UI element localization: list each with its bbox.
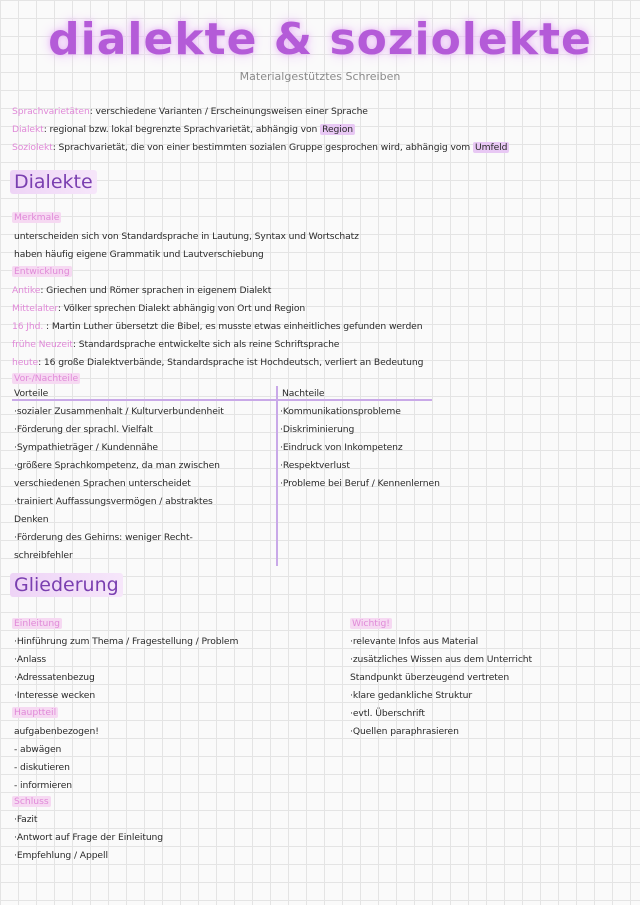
- einleitung-item: ·Interesse wecken: [14, 690, 96, 701]
- table-divider-horizontal: [12, 399, 432, 401]
- vorteil-item: ·sozialer Zusammenhalt / Kulturverbundenheit: [14, 406, 224, 417]
- definition-term: Soziolekt: [12, 142, 53, 153]
- wichtig-item: ·Quellen paraphrasieren: [350, 726, 459, 737]
- wichtig-item: ·zusätzliches Wissen aus dem Unterricht: [350, 654, 532, 665]
- nachteil-item: ·Respektverlust: [280, 460, 350, 471]
- schluss-item: ·Fazit: [14, 814, 38, 825]
- schluss-label: Schluss: [14, 796, 49, 807]
- vorteil-item: schreibfehler: [14, 550, 73, 561]
- entwicklung-period: Mittelalter: [12, 303, 58, 314]
- entwicklung-text: : Martin Luther übersetzt die Bibel, es musste etwas einheitliches gefunden werden: [43, 321, 423, 332]
- definition-dialekt: [12, 124, 355, 135]
- hauptteil-item: aufgabenbezogen!: [14, 726, 99, 737]
- hauptteil-label: Hauptteil: [14, 707, 57, 718]
- vorteil-item: verschiedenen Sprachen unterscheidet: [14, 478, 191, 489]
- nachteil-item: ·Diskriminierung: [280, 424, 355, 435]
- entwicklung-item: [12, 321, 422, 332]
- schluss-item: ·Empfehlung / Appell: [14, 850, 108, 861]
- table-divider-vertical: [276, 386, 278, 566]
- vorteil-item: Denken: [14, 514, 49, 525]
- merkmal-item: haben häufig eigene Grammatik und Lautverschiebung: [14, 249, 264, 260]
- nachteil-item: ·Eindruck von Inkompetenz: [280, 442, 403, 453]
- vorteile-header: Vorteile: [14, 388, 49, 399]
- einleitung-label: Einleitung: [14, 618, 61, 629]
- schluss-item: ·Antwort auf Frage der Einleitung: [14, 832, 164, 843]
- page-subtitle: Materialgestütztes Schreiben: [239, 70, 401, 83]
- entwicklung-text: : Griechen und Römer sprachen in eigenem Dialekt: [40, 285, 272, 296]
- vorteil-item: ·Förderung der sprachl. Vielfalt: [14, 424, 153, 435]
- nachteil-item: ·Probleme bei Beruf / Kennenlernen: [280, 478, 440, 489]
- definition-term: Sprachvarietäten: [12, 106, 90, 117]
- merkmal-item: unterscheiden sich von Standardsprache in Lautung, Syntax und Wortschatz: [14, 231, 359, 242]
- vornachteile-label: Vor-/Nachteile: [14, 373, 79, 384]
- definition-term: Dialekt: [12, 124, 44, 135]
- definition-sprachvarietaeten: [12, 106, 368, 117]
- entwicklung-period: Antike: [12, 285, 41, 296]
- gliederung-heading: Gliederung: [10, 573, 123, 597]
- entwicklung-period: heute: [12, 357, 39, 368]
- definition-text: : verschiedene Varianten / Erscheinungsweisen einer Sprache: [89, 106, 368, 117]
- wichtig-item: ·relevante Infos aus Material: [350, 636, 479, 647]
- page-title: dialekte & soziolekte: [48, 14, 592, 65]
- definition-highlight: Region: [322, 124, 353, 135]
- entwicklung-item: [12, 285, 271, 296]
- einleitung-item: ·Adressatenbezug: [14, 672, 95, 683]
- hauptteil-item: - diskutieren: [14, 762, 70, 773]
- entwicklung-text: : Völker sprechen Dialekt abhängig von Ort und Region: [57, 303, 306, 314]
- entwicklung-item: [12, 357, 423, 368]
- wichtig-label: Wichtig!: [352, 618, 390, 629]
- definition-text: : Sprachvarietät, die von einer bestimmten sozialen Gruppe gesprochen wird, abhängig vom: [52, 142, 471, 153]
- vorteil-item: ·trainiert Auffassungsvermögen / abstraktes: [14, 496, 213, 507]
- entwicklung-period: 16 Jhd.: [12, 321, 44, 332]
- definition-text: : regional bzw. lokal begrenzte Sprachvarietät, abhängig von: [43, 124, 318, 135]
- hauptteil-item: - informieren: [14, 780, 72, 791]
- wichtig-item: Standpunkt überzeugend vertreten: [350, 672, 510, 683]
- wichtig-item: ·klare gedankliche Struktur: [350, 690, 473, 701]
- einleitung-item: ·Hinführung zum Thema / Fragestellung / Problem: [14, 636, 239, 647]
- vorteil-item: ·Sympathieträger / Kundennähe: [14, 442, 158, 453]
- entwicklung-text: : 16 große Dialektverbände, Standardsprache ist Hochdeutsch, verliert an Bedeutung: [38, 357, 424, 368]
- nachteil-item: ·Kommunikationsprobleme: [280, 406, 401, 417]
- hauptteil-item: - abwägen: [14, 744, 62, 755]
- entwicklung-item: [12, 339, 339, 350]
- wichtig-item: ·evtl. Überschrift: [350, 708, 425, 719]
- nachteile-header: Nachteile: [282, 388, 325, 399]
- entwicklung-label: Entwicklung: [14, 266, 70, 277]
- einleitung-item: ·Anlass: [14, 654, 47, 665]
- merkmale-label: Merkmale: [14, 212, 60, 223]
- entwicklung-item: [12, 303, 305, 314]
- vorteil-item: ·Förderung des Gehirns: weniger Recht-: [14, 532, 193, 543]
- entwicklung-period: frühe Neuzeit: [12, 339, 73, 350]
- definition-soziolekt: [12, 142, 509, 153]
- entwicklung-text: : Standardsprache entwickelte sich als reine Schriftsprache: [72, 339, 340, 350]
- vorteil-item: ·größere Sprachkompetenz, da man zwischen: [14, 460, 220, 471]
- dialekte-heading: Dialekte: [10, 170, 97, 194]
- definition-highlight: Umfeld: [475, 142, 508, 153]
